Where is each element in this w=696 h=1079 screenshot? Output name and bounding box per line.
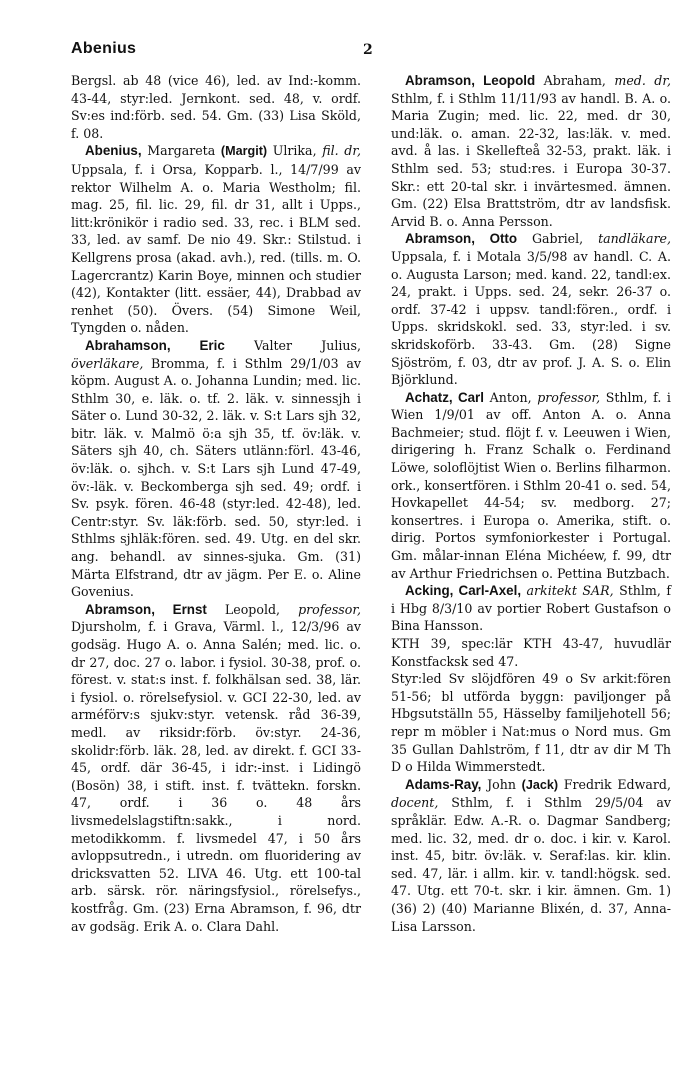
entry-given-names: Abraham, (543, 73, 606, 88)
running-head: Abenius (71, 40, 137, 57)
entry-title: fil. dr, (322, 143, 362, 159)
continued-entry-text: Bergsl. ab 48 (vice 46), led. av Ind:-komm. 43-44, styr:led. Jernkont. sed. 48, v. ordf. Sv:es ind:förb. sed. 54. Gm. (33) Lisa Sköld, f. 08. (71, 73, 361, 141)
entry-body: Sthlm, f. i Sthlm 29/5/04 av språklär. Edw. A.-R. o. Dagmar Sandberg; med. lic. 32, med. dr o. doc. i kir. v. Karol. inst. 45, bitr. öv:läk. v. Seraf:las. kir. klin. sed. 47, lär. i allm. kir. v. tandl:högsk. sed. 47. Utg. ett 70-t. skr. i kir. ämnen. Gm. 1) (36) 2) (40) Marianne Blixén, d. 37, Anna-Lisa Larsson. (391, 795, 671, 934)
entry-body-line: KTH 39, spec:lär KTH 43-47, huvudlär Konstfacksk sed 47. (391, 636, 671, 669)
entry-adams-ray-jack (391, 776, 671, 935)
entry-body: Sthlm, f. i Wien 1/9/01 av off. Anton A. o. Anna Bachmeier; stud. flöjt f. v. Leeuwen i Wien, dirigering h. Franz Schalk o. Ferdinand Löwe, soloflöjtist Wien o. Berlins filharmon. ork., konsertfören. i Sthlm 20-41 o. sed. 54, Hovkapellet 44-54; sv. medborg. 27; konsertres. i Europa o. Amerika, stift. o. dirig. Portos symfoniorkester i Portugal. Gm. målar-innan Eléna Michéew, f. 99, dtr av Arthur Friedrichsen o. Pettina Butzbach. (391, 389, 671, 581)
entry-title: professor, (298, 601, 361, 617)
left-column (71, 72, 361, 935)
entry-surname: Acking, Carl-Axel, (405, 583, 522, 599)
entry-title: docent, (391, 795, 439, 811)
entry-title: tandläkare, (598, 231, 671, 247)
entry-title: professor, (537, 389, 601, 405)
entry-surname: Abramson, Otto (405, 231, 518, 247)
entry-call-name: (Jack) (521, 777, 559, 792)
entry-given-names: Gabriel, (531, 231, 584, 247)
entry-body: Uppsala, f. i Motala 3/5/98 av handl. C. A. o. Augusta Larson; med. kand. 22, tandl:ex. 24, prakt. i Upps. sed. 24, sekr. 26-37 o. ordf. 37-42 i uppsv. tandl:fören., ordf. i Upps. skridskokl. sed. 33, styr:led. i sv. skridskoförb. 33-43. Gm. (28) Signe Sjöström, f. 03, dtr av prof. J. A. S. o. Elin Björklund. (391, 248, 671, 388)
entry-surname: Achatz, Carl (405, 389, 484, 405)
entry-surname: Abramson, Ernst (85, 601, 207, 617)
entry-first-name: Margareta (147, 143, 216, 159)
entry-body: Sthlm, f. i Sthlm 11/11/93 av handl. B. A. o. Maria Zugin; med. lic. 22, med. dr 30, und:läk. o. aman. 22-32, las:läk. v. med. avd. å las. i Skellefteå 32-53, prakt. läk. i Sthlm sed. 53; stud:res. i Europa 30-37. Skr.: ett 20-tal skr. i invärtesmed. ämnen. Gm. (22) Elsa Brattström, dtr av landsfisk. Arvid B. o. Anna Persson. (391, 90, 671, 229)
page-number: 2 (363, 42, 373, 58)
entry-abramson-otto (391, 230, 671, 388)
entry-body: Bromma, f. i Sthlm 29/1/03 av köpm. August A. o. Johanna Lundin; med. lic. Sthlm 30, e. läk. o. tf. 2. läk. v. sinnessjh i Säter o. Lund 30-32, 2. läk. v. S:t Lars sjh 32, bitr. läk. v. Malmö ö:a sjh 35, tf. öv:läk. v. Säters sjh 40, ch. Säters utlänn:förl. 43-46, öv:läk. o. sjhch. v. S:t Lars sjh Lund 47-49, öv:-läk. v. Beckomberga sjh sed. 49; ordf. i Sv. psyk. fören. 46-48 (styr:led. 42-48), led. Centr:styr. Sv. läk:förb. sed. 50, styr:led. i Sthlms sjhläk:fören. sed. 49. Utg. en del skr. ang. behandl. av sinnes-sjuka. Gm. (31) Märta Elfstrand, dtr av jägm. Per E. o. Aline Govenius. (71, 355, 362, 600)
entry-abrahamson-eric (71, 337, 361, 601)
entry-surname: Abenius, (85, 143, 142, 159)
entry-given-names: Fredrik Edward, (563, 776, 671, 792)
entry-abramson-leopold (391, 72, 671, 230)
entry-title: överläkare, (71, 355, 144, 371)
entry-surname: Adams-Ray, (405, 776, 482, 792)
entry-surname: Abramson, Leopold (405, 73, 536, 88)
right-column (391, 72, 671, 935)
entry-abenius-margit (71, 142, 361, 337)
entry-first-name: John (487, 776, 516, 792)
entry-body-line: Styr:led Sv slöjdfören 49 o Sv arkit:fören 51-56; bl utförda byggn: paviljonger på Hbgsutställn 55, Hässelby familjehotell 56; repr m möbler i Nat:mus o Nord mus. Gm 35 Gullan Dahlström, f 11, dtr av dir M Th D o Hilda Wimmerstedt. (391, 671, 671, 775)
entry-body: Uppsala, f. i Orsa, Kopparb. l., 14/7/99 av rektor Wilhelm A. o. Maria Westholm; fil. mag. 25, fil. lic. 29, fil. dr 31, allt i Upps., litt:krönikör i radio sed. 33, rec. i BLM sed. 33, led. av samf. De nio 49. Skr.: Stilstud. i Kellgrens prosa (akad. avh.), red. (tills. m. O. Lagercrantz) Karin Boye, minnen och studier (42), Kontakter (litt. essäer, 44), Drabbad av renhet (50). Övers. (54) Simone Weil, Tyngden o. nåden. (71, 161, 361, 336)
entry-abramson-ernst (71, 601, 361, 935)
entry-given-names: Leopold, (224, 601, 281, 617)
entry-title: med. dr, (614, 73, 671, 88)
entry-call-name: (Margit) (220, 144, 268, 159)
entry-acking-carl-axel (391, 582, 671, 776)
entry-given-names: Ulrika, (272, 143, 317, 159)
entry-achatz-carl (391, 389, 671, 583)
entry-body: Sthlm, f i Hbg 8/3/10 av portier Robert Gustafson o Bina Hansson. (391, 583, 671, 634)
entry-title: arkitekt SAR, (526, 583, 614, 599)
entry-given-names: Anton, (489, 389, 532, 405)
entry-surname: Abrahamson, Eric (85, 337, 225, 353)
entry-given-names: Valter Julius, (254, 337, 361, 353)
entry-body: Djursholm, f. i Grava, Värml. l., 12/3/96 av godsäg. Hugo A. o. Anna Salén; med. lic. o. dr 27, doc. 27 o. labor. i fysiol. 30-38, prof. o. förest. v. stat:s inst. f. folkhälsan sed. 38, lär. i fysiol. o. rörelsefysiol. v. GCI 22-30, led. av arméförv:s sjukv:styr. vetensk. råd 36-39, medl. av riksidr:förb. öv:styr. 24-36, skolidr:förb. läk. 28, led. av direkt. f. GCI 33-45, ordf. där 36-45, i idr:-inst. i Lidingö (Bosön) 38, i stift. inst. f. tvättekn. forskn. 47, ordf. i 36 o. 48 års livsmedelslagstiftn:sakk., i nord. metodikkomm. f. livsmedel 47, i 50 års avloppsutredn., i utredn. om fluoridering av dricksvatten 52. LIVA 46. Utg. ett 100-tal arb. särsk. rör. näringsfysiol., rörelsefys., kostfråg. Gm. (23) Erna Abramson, f. 96, dtr av godsäg. Erik A. o. Clara Dahl. (71, 619, 361, 934)
